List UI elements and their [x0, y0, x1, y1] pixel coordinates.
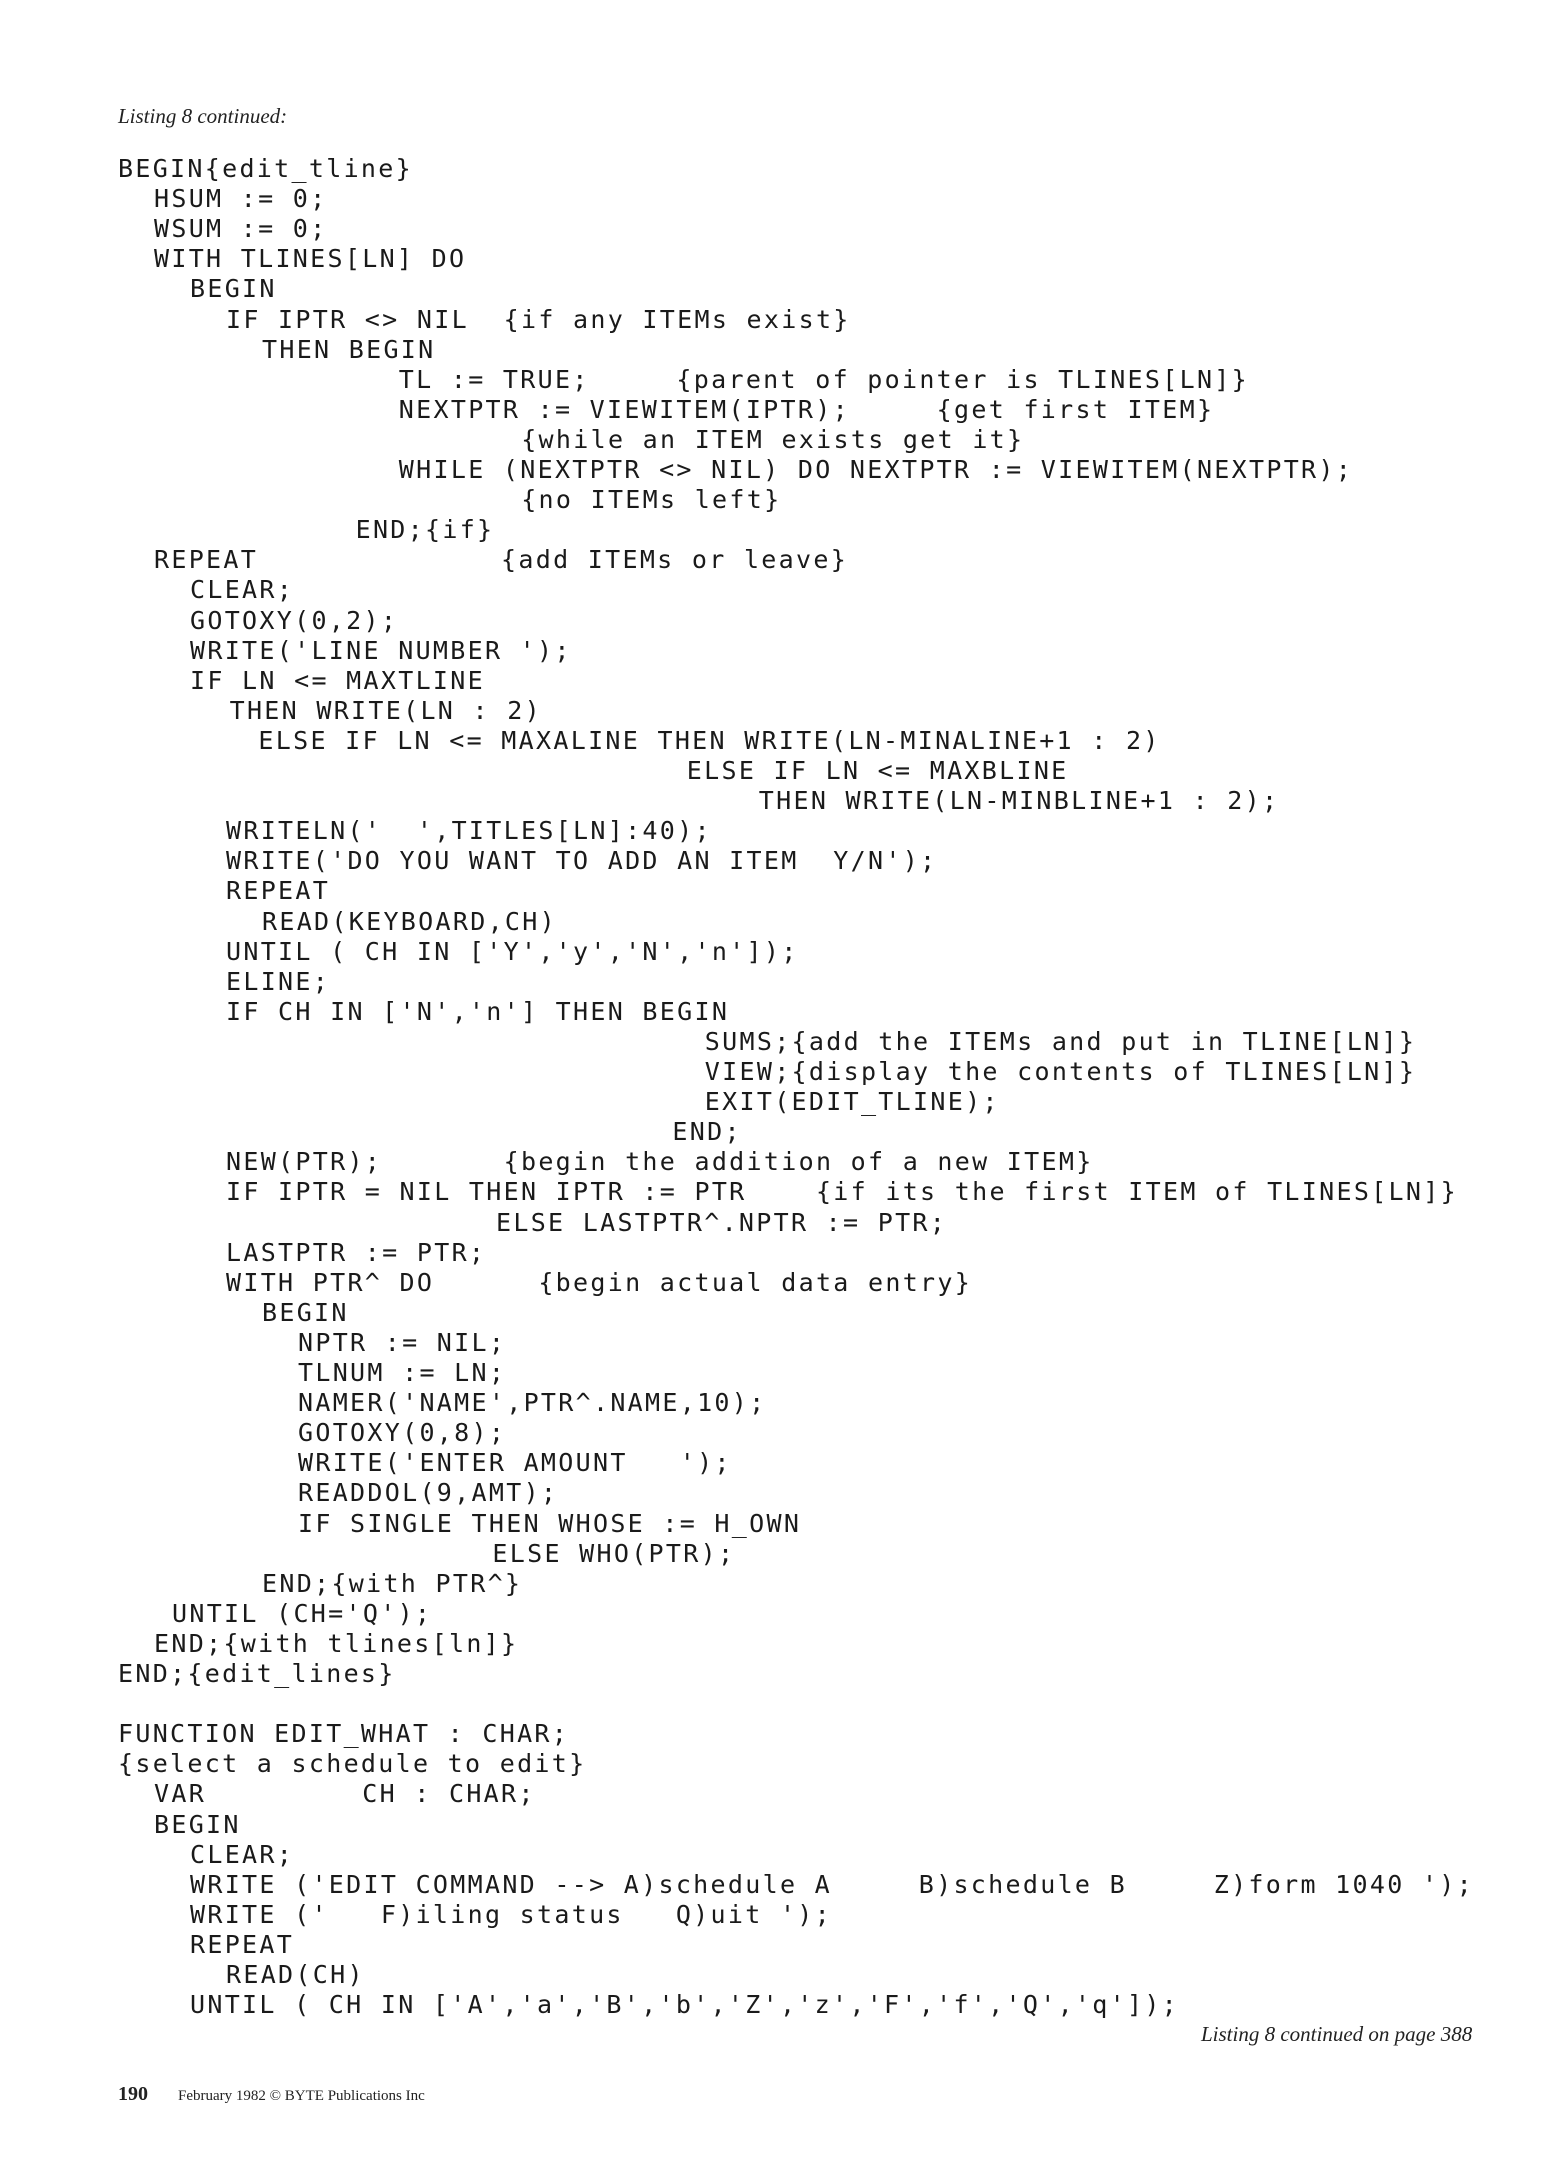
code-line: IF CH IN ['N','n'] THEN BEGIN — [226, 996, 730, 1026]
code-line: ELINE; — [226, 966, 331, 996]
code-line: CLEAR; — [190, 1839, 295, 1869]
code-line: ELSE LASTPTR^.NPTR := PTR; — [496, 1207, 948, 1237]
listing-caption: Listing 8 continued: — [118, 104, 288, 128]
code-line: WRITE('DO YOU WANT TO ADD AN ITEM Y/N'); — [226, 846, 938, 876]
code-line: NPTR := NIL; — [298, 1327, 507, 1357]
code-line: END; — [672, 1117, 742, 1147]
code-line: WITH PTR^ DO {begin actual data entry} — [226, 1267, 973, 1297]
publication-info: February 1982 © BYTE Publications Inc — [178, 2088, 425, 2104]
code-line: FUNCTION EDIT_WHAT : CHAR; — [118, 1719, 570, 1749]
code-line: END;{with PTR^} — [262, 1568, 523, 1598]
code-line: UNTIL ( CH IN ['A','a','B','b','Z','z','F','f','Q','q']); — [190, 1990, 1180, 2020]
code-line: UNTIL (CH='Q'); — [172, 1598, 433, 1628]
code-line: UNTIL ( CH IN ['Y','y','N','n']); — [226, 936, 799, 966]
code-line: IF SINGLE THEN WHOSE := H_OWN — [298, 1508, 802, 1538]
code-line: NAMER('NAME',PTR^.NAME,10); — [298, 1388, 767, 1418]
code-line: REPEAT {add ITEMs or leave} — [154, 545, 849, 575]
code-line: CLEAR; — [190, 575, 295, 605]
code-line: WRITE('ENTER AMOUNT '); — [298, 1448, 732, 1478]
code-line: WRITE('LINE NUMBER '); — [190, 635, 572, 665]
code-line: SUMS;{add the ITEMs and put in TLINE[LN]} — [704, 1026, 1417, 1056]
code-line: BEGIN — [190, 274, 277, 304]
code-line: GOTOXY(0,8); — [298, 1418, 507, 1448]
code-line: WHILE (NEXTPTR <> NIL) DO NEXTPTR := VIEWITEM(NEXTPTR); — [398, 455, 1354, 484]
code-line: READ(CH) — [226, 1960, 365, 1989]
code-line: {select a schedule to edit} — [118, 1749, 587, 1779]
code-line: BEGIN — [262, 1297, 349, 1327]
code-line: THEN WRITE(LN : 2) — [229, 695, 542, 725]
code-line: IF IPTR <> NIL {if any ITEMs exist} — [226, 304, 851, 334]
code-line: LASTPTR := PTR; — [226, 1237, 487, 1267]
code-line: HSUM := 0; — [154, 184, 328, 214]
code-line: WITH TLINES[LN] DO — [154, 244, 467, 274]
code-line: END;{if} — [355, 515, 495, 545]
code-line: {while an ITEM exists get it} — [521, 424, 1025, 454]
code-line: NEW(PTR); {begin the addition of a new ITEM} — [226, 1147, 1094, 1177]
code-line: END;{edit_lines} — [118, 1659, 396, 1688]
code-line: EXIT(EDIT_TLINE); — [704, 1087, 1000, 1117]
code-line: TL := TRUE; {parent of pointer is TLINES[LN]} — [398, 364, 1250, 394]
code-line: TLNUM := LN; — [298, 1358, 507, 1387]
code-line: ELSE IF LN <= MAXBLINE — [686, 756, 1069, 785]
code-line: VAR CH : CHAR; — [154, 1779, 536, 1809]
code-line: {no ITEMs left} — [521, 485, 782, 515]
code-line: NEXTPTR := VIEWITEM(IPTR); {get first ITEM} — [398, 394, 1215, 424]
code-line: READDOL(9,AMT); — [298, 1478, 559, 1508]
code-line: ELSE IF LN <= MAXALINE THEN WRITE(LN-MINALINE+1 : 2) — [258, 725, 1161, 755]
code-line: WRITELN(' ',TITLES[LN]:40); — [226, 816, 712, 846]
continuation-caption: Listing 8 continued on page 388 — [1201, 2022, 1473, 2046]
code-line: ELSE WHO(PTR); — [492, 1538, 736, 1568]
page-number: 190 — [118, 2083, 148, 2105]
code-line: IF IPTR = NIL THEN IPTR := PTR {if its the first ITEM of TLINES[LN]} — [226, 1177, 1458, 1207]
code-line: WSUM := 0; — [154, 214, 328, 244]
code-line: END;{with tlines[ln]} — [154, 1628, 519, 1658]
code-line: VIEW;{display the contents of TLINES[LN]} — [704, 1057, 1417, 1086]
code-line: THEN WRITE(LN-MINBLINE+1 : 2); — [758, 786, 1280, 816]
code-line: REPEAT — [226, 876, 331, 906]
code-line: WRITE ('EDIT COMMAND --> A)schedule A B)schedule B Z)form 1040 '); — [190, 1869, 1474, 1899]
code-line: BEGIN{edit_tline} — [118, 154, 413, 183]
code-line: READ(KEYBOARD,CH) — [262, 906, 557, 936]
code-line: BEGIN — [154, 1809, 241, 1839]
code-line: GOTOXY(0,2); — [190, 605, 399, 635]
code-line: REPEAT — [190, 1929, 295, 1959]
code-line: THEN BEGIN — [262, 334, 436, 364]
code-line: IF LN <= MAXTLINE — [190, 665, 485, 695]
page-footer — [118, 2083, 425, 2106]
code-line: WRITE (' F)iling status Q)uit '); — [190, 1899, 832, 1929]
